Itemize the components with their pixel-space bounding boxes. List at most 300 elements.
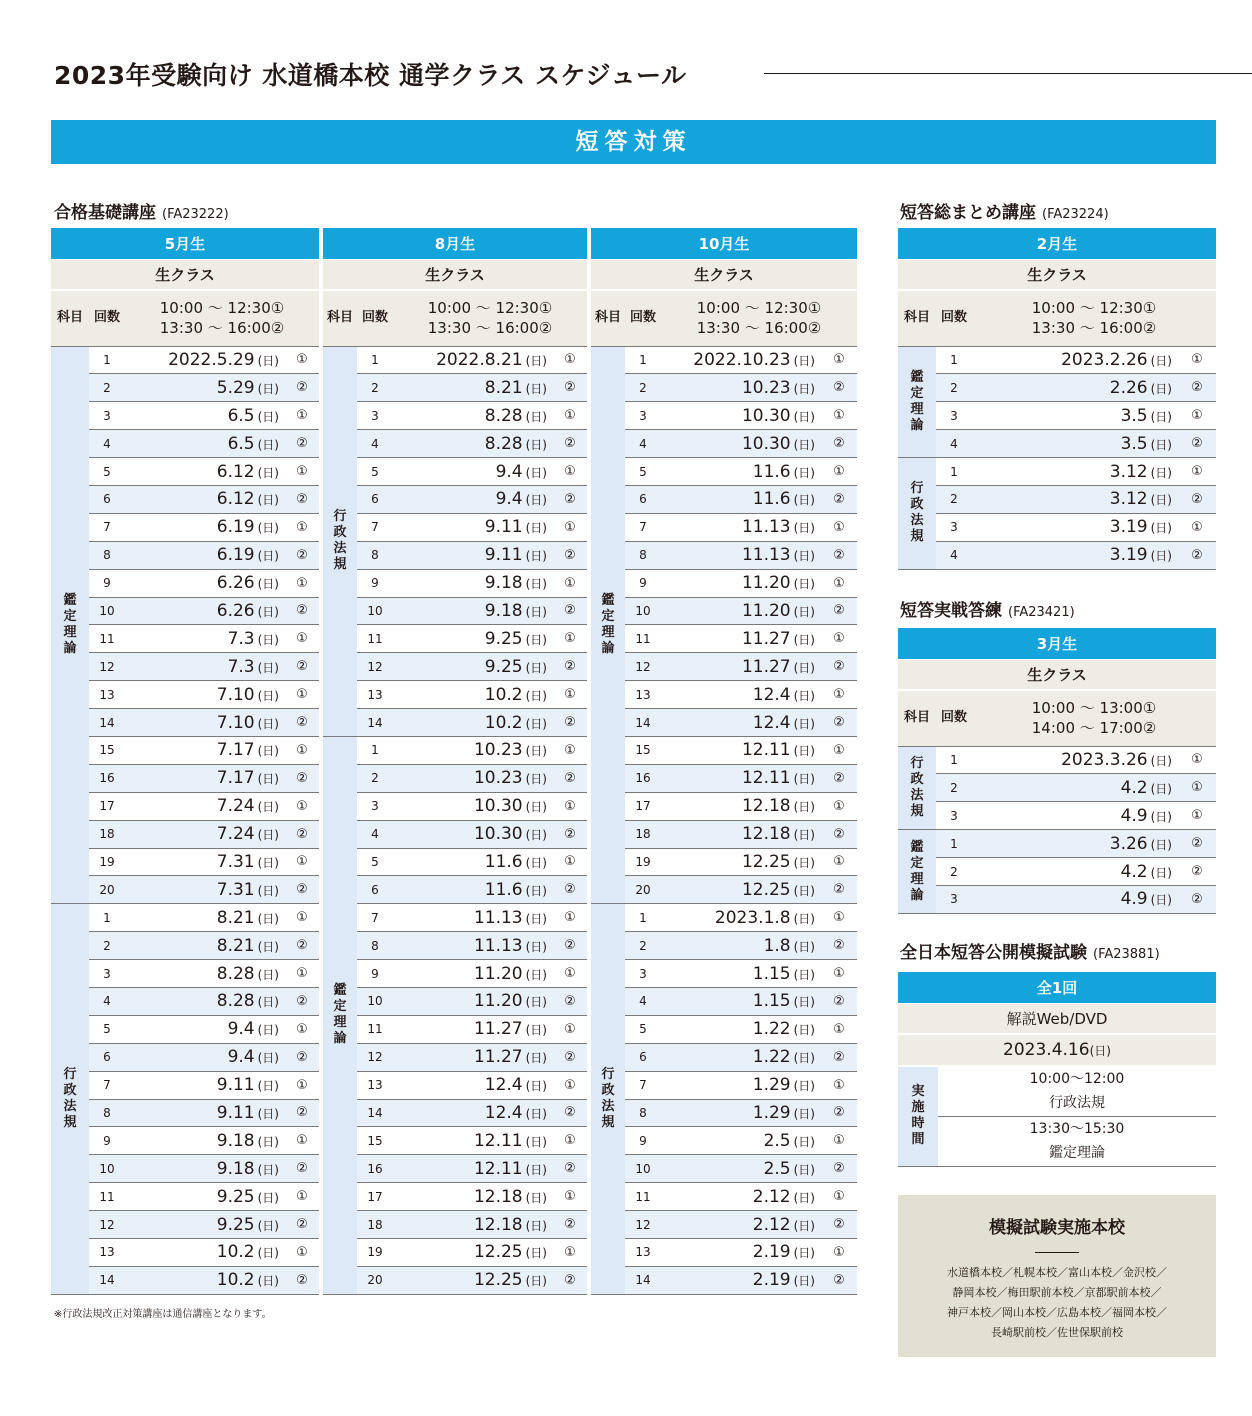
session-number: 1 — [936, 346, 972, 374]
time-slot-mark: ① — [285, 569, 319, 597]
table-row — [898, 802, 1216, 830]
time-slot-mark: ① — [553, 346, 587, 374]
session-number: 13 — [89, 681, 125, 709]
month-header: 2月生 — [898, 228, 1216, 259]
subject-header: 科目 — [898, 290, 936, 346]
time-slot-mark: ① — [821, 904, 857, 932]
time-slot-mark: ① — [285, 402, 319, 430]
time-slot-mark: ② — [553, 932, 587, 960]
session-number: 10 — [625, 597, 661, 625]
session-number: 2 — [89, 932, 125, 960]
time-slot-mark: ② — [553, 1211, 587, 1239]
session-date: 10.2 (日) — [125, 1266, 285, 1294]
session-date: 8.21 (日) — [125, 904, 285, 932]
session-number: 18 — [625, 820, 661, 848]
session-date: 12.11 (日) — [661, 736, 821, 764]
session-number: 9 — [89, 569, 125, 597]
session-date: 11.27 (日) — [661, 625, 821, 653]
session-number: 18 — [89, 820, 125, 848]
session-date: 7.31 (日) — [125, 848, 285, 876]
session-date: 11.6 (日) — [393, 876, 553, 904]
session-number: 14 — [625, 1266, 661, 1294]
mock-exam-heading: 全日本短答公開模擬試験 (FA23881) — [900, 943, 1160, 963]
time-slot-mark: ① — [285, 960, 319, 988]
subject-cell: 鑑定理論 — [51, 346, 89, 904]
session-date: 9.11 (日) — [393, 541, 553, 569]
session-date: 11.20 (日) — [661, 597, 821, 625]
session-number: 8 — [89, 541, 125, 569]
session-date: 10.23 (日) — [661, 374, 821, 402]
time-slot-mark: ① — [285, 848, 319, 876]
time-slot-mark: ① — [821, 960, 857, 988]
time-slot-mark: ② — [553, 374, 587, 402]
table-row — [51, 374, 857, 402]
session-date: 6.19 (日) — [125, 513, 285, 541]
session-date: 1.22 (日) — [661, 1043, 821, 1071]
session-date: 1.29 (日) — [661, 1071, 821, 1099]
session-date: 10.30 (日) — [393, 820, 553, 848]
time-slot-mark: ② — [285, 485, 319, 513]
session-date: 7.3 (日) — [125, 625, 285, 653]
session-number: 4 — [936, 430, 972, 458]
session-number: 8 — [89, 1099, 125, 1127]
session-date: 2.26 (日) — [972, 374, 1178, 402]
session-number: 13 — [89, 1239, 125, 1267]
time-slot-mark: ② — [553, 430, 587, 458]
time-header: 10:00 ～ 12:30① 13:30 ～ 16:00② — [661, 290, 857, 346]
time-slot-mark: ① — [821, 681, 857, 709]
table-row — [51, 709, 857, 737]
table-row — [898, 858, 1216, 886]
session-number: 12 — [625, 1211, 661, 1239]
time-slot-mark: ① — [821, 402, 857, 430]
time-slot-mark: ② — [821, 820, 857, 848]
session-date: 12.25 (日) — [393, 1266, 553, 1294]
time-slot-mark: ② — [553, 820, 587, 848]
session-date: 12.25 (日) — [393, 1239, 553, 1267]
time-slot-mark: ② — [285, 597, 319, 625]
subject-cell: 鑑定理論 — [898, 830, 936, 914]
session-date: 1.22 (日) — [661, 1015, 821, 1043]
session-date: 11.20 (日) — [393, 987, 553, 1015]
table-row — [51, 932, 857, 960]
session-number: 20 — [625, 876, 661, 904]
table-row — [51, 625, 857, 653]
time-slot-mark: ① — [553, 904, 587, 932]
time-slot-mark: ② — [1178, 541, 1216, 569]
session-date: 12.25 (日) — [661, 848, 821, 876]
table-row — [898, 885, 1216, 913]
session-number: 4 — [936, 541, 972, 569]
session-date: 9.18 (日) — [125, 1155, 285, 1183]
time-slot-mark: ① — [553, 681, 587, 709]
time-slot-mark: ① — [821, 625, 857, 653]
session-number: 1 — [625, 346, 661, 374]
time-slot-mark: ② — [1178, 858, 1216, 886]
session-number: 7 — [357, 513, 393, 541]
session-number: 2 — [357, 374, 393, 402]
session-number: 10 — [89, 597, 125, 625]
time-slot-mark: ① — [285, 792, 319, 820]
table-row — [898, 458, 1216, 486]
time-slot-mark: ② — [285, 764, 319, 792]
time-slot-mark: ① — [553, 1071, 587, 1099]
table-row — [51, 597, 857, 625]
session-number: 2 — [936, 485, 972, 513]
session-number: 9 — [625, 569, 661, 597]
session-date: 7.17 (日) — [125, 736, 285, 764]
table-row — [898, 374, 1216, 402]
mock-date: 2023.4.16(日) — [898, 1034, 1216, 1066]
session-date: 9.25 (日) — [125, 1211, 285, 1239]
session-date: 2022.10.23 (日) — [661, 346, 821, 374]
mock-time-label: 実施時間 — [898, 1066, 938, 1166]
session-date: 12.11 (日) — [393, 1127, 553, 1155]
session-number: 1 — [357, 346, 393, 374]
time-slot-mark: ① — [285, 1239, 319, 1267]
session-number: 11 — [89, 1183, 125, 1211]
time-slot-mark: ② — [285, 987, 319, 1015]
session-date: 10.30 (日) — [661, 402, 821, 430]
session-number: 4 — [625, 430, 661, 458]
time-slot-mark: ① — [821, 1239, 857, 1267]
time-slot-mark: ② — [553, 764, 587, 792]
session-number: 3 — [357, 792, 393, 820]
session-number: 1 — [936, 458, 972, 486]
time-slot-mark: ② — [1178, 885, 1216, 913]
table-row — [51, 1099, 857, 1127]
time-slot-mark: ② — [821, 653, 857, 681]
basic-course-table — [51, 228, 857, 1295]
time-slot-mark: ② — [821, 541, 857, 569]
time-slot-mark: ② — [553, 541, 587, 569]
session-number: 6 — [357, 876, 393, 904]
session-number: 5 — [625, 1015, 661, 1043]
time-slot-mark: ② — [553, 1099, 587, 1127]
time-slot-mark: ① — [285, 681, 319, 709]
session-date: 6.12 (日) — [125, 458, 285, 486]
session-number: 3 — [625, 402, 661, 430]
session-number: 6 — [89, 485, 125, 513]
time-slot-mark: ① — [821, 736, 857, 764]
time-slot-mark: ① — [1178, 402, 1216, 430]
session-date: 5.29 (日) — [125, 374, 285, 402]
time-slot-mark: ① — [553, 1183, 587, 1211]
session-number: 2 — [936, 374, 972, 402]
table-row — [898, 746, 1216, 774]
session-number: 7 — [89, 513, 125, 541]
session-number: 19 — [625, 848, 661, 876]
time-slot-mark: ① — [553, 848, 587, 876]
session-date: 2022.5.29 (日) — [125, 346, 285, 374]
session-number: 13 — [357, 681, 393, 709]
time-slot-mark: ② — [285, 709, 319, 737]
session-date: 6.5 (日) — [125, 430, 285, 458]
table-row — [51, 346, 857, 374]
session-date: 7.3 (日) — [125, 653, 285, 681]
session-date: 6.19 (日) — [125, 541, 285, 569]
time-slot-mark: ② — [821, 1266, 857, 1294]
session-date: 2.12 (日) — [661, 1211, 821, 1239]
time-slot-mark: ① — [821, 346, 857, 374]
session-date: 12.25 (日) — [661, 876, 821, 904]
time-slot-mark: ② — [821, 1211, 857, 1239]
session-date: 3.19 (日) — [972, 541, 1178, 569]
time-slot-mark: ① — [821, 1127, 857, 1155]
time-slot-mark: ① — [553, 792, 587, 820]
table-row — [51, 485, 857, 513]
table-row — [51, 1211, 857, 1239]
session-date: 7.10 (日) — [125, 709, 285, 737]
time-slot-mark: ① — [821, 1015, 857, 1043]
session-date: 1.15 (日) — [661, 960, 821, 988]
time-slot-mark: ① — [821, 792, 857, 820]
session-number: 9 — [357, 960, 393, 988]
subject-cell: 行政法規 — [51, 904, 89, 1294]
venue-box — [898, 1195, 1216, 1357]
mock-commentary: 解説Web/DVD — [898, 1003, 1216, 1034]
session-number: 3 — [89, 402, 125, 430]
session-number: 11 — [625, 1183, 661, 1211]
session-date: 10.2 (日) — [393, 681, 553, 709]
time-slot-mark: ② — [1178, 830, 1216, 858]
session-date: 10.30 (日) — [393, 792, 553, 820]
time-slot-mark: ② — [1178, 374, 1216, 402]
class-type: 生クラス — [323, 259, 587, 290]
session-number: 15 — [357, 1127, 393, 1155]
count-header: 回数 — [936, 690, 972, 746]
session-number: 20 — [357, 1266, 393, 1294]
session-number: 4 — [357, 430, 393, 458]
subject-header: 科目 — [591, 290, 625, 346]
session-date: 10.2 (日) — [125, 1239, 285, 1267]
mock-slot-2: 13:30～15:30 鑑定理論 — [938, 1116, 1216, 1166]
session-date: 8.21 (日) — [393, 374, 553, 402]
time-header: 10:00 ～ 12:30① 13:30 ～ 16:00② — [393, 290, 587, 346]
count-header: 回数 — [89, 290, 125, 346]
venue-line: 水道橋本校／札幌本校／富山本校／金沢校／ — [947, 1266, 1167, 1279]
time-slot-mark: ② — [285, 430, 319, 458]
time-slot-mark: ① — [285, 458, 319, 486]
time-slot-mark: ② — [553, 653, 587, 681]
summary-course-table — [898, 228, 1216, 570]
session-number: 2 — [936, 858, 972, 886]
page-title: 2023年受験向け 水道橋本校 通学クラス スケジュール — [54, 61, 687, 90]
session-date: 3.26 (日) — [972, 830, 1178, 858]
class-type: 生クラス — [591, 259, 857, 290]
table-row — [51, 876, 857, 904]
time-slot-mark: ② — [821, 485, 857, 513]
session-number: 14 — [89, 1266, 125, 1294]
time-header: 10:00 ～ 12:30① 13:30 ～ 16:00② — [972, 290, 1216, 346]
time-slot-mark: ② — [821, 1099, 857, 1127]
session-number: 9 — [625, 1127, 661, 1155]
time-slot-mark: ① — [1178, 513, 1216, 541]
session-number: 1 — [357, 736, 393, 764]
table-row — [51, 960, 857, 988]
session-number: 16 — [89, 764, 125, 792]
session-date: 4.9 (日) — [972, 885, 1178, 913]
session-number: 3 — [936, 513, 972, 541]
subject-cell: 行政法規 — [898, 458, 936, 570]
session-number: 7 — [625, 513, 661, 541]
mock-count: 全1回 — [898, 972, 1216, 1003]
title-rule — [764, 73, 1252, 74]
table-row — [51, 1155, 857, 1183]
time-slot-mark: ① — [285, 1071, 319, 1099]
session-number: 1 — [89, 904, 125, 932]
session-number: 18 — [357, 1211, 393, 1239]
time-slot-mark: ① — [285, 513, 319, 541]
session-number: 19 — [89, 848, 125, 876]
time-slot-mark: ② — [821, 1043, 857, 1071]
session-number: 15 — [625, 736, 661, 764]
session-date: 3.19 (日) — [972, 513, 1178, 541]
time-slot-mark: ① — [553, 736, 587, 764]
session-date: 2022.8.21 (日) — [393, 346, 553, 374]
session-date: 9.11 (日) — [125, 1099, 285, 1127]
session-date: 12.18 (日) — [661, 792, 821, 820]
session-date: 2.5 (日) — [661, 1155, 821, 1183]
session-number: 19 — [357, 1239, 393, 1267]
session-date: 12.4 (日) — [661, 681, 821, 709]
session-date: 9.18 (日) — [393, 597, 553, 625]
time-slot-mark: ② — [821, 932, 857, 960]
session-number: 4 — [625, 987, 661, 1015]
month-header: 5月生 — [51, 228, 319, 259]
session-number: 5 — [625, 458, 661, 486]
time-slot-mark: ② — [285, 820, 319, 848]
table-row — [51, 1015, 857, 1043]
subject-cell: 鑑定理論 — [898, 346, 936, 458]
time-slot-mark: ② — [821, 876, 857, 904]
time-slot-mark: ② — [1178, 485, 1216, 513]
footnote: ※行政法規改正対策講座は通信講座となります。 — [54, 1309, 272, 1320]
session-date: 1.29 (日) — [661, 1099, 821, 1127]
count-header: 回数 — [357, 290, 393, 346]
table-row — [51, 402, 857, 430]
session-number: 6 — [625, 1043, 661, 1071]
time-slot-mark: ① — [285, 736, 319, 764]
time-slot-mark: ① — [285, 1183, 319, 1211]
session-date: 8.21 (日) — [125, 932, 285, 960]
session-date: 2023.2.26 (日) — [972, 346, 1178, 374]
session-date: 9.4 (日) — [393, 485, 553, 513]
table-row — [898, 485, 1216, 513]
session-number: 8 — [357, 932, 393, 960]
basic-course-heading: 合格基礎講座 (FA23222) — [54, 203, 229, 223]
time-slot-mark: ② — [285, 1211, 319, 1239]
session-number: 13 — [625, 1239, 661, 1267]
session-number: 3 — [936, 402, 972, 430]
table-row — [51, 1043, 857, 1071]
session-number: 3 — [357, 402, 393, 430]
session-number: 1 — [89, 346, 125, 374]
class-type: 生クラス — [898, 259, 1216, 290]
session-date: 4.9 (日) — [972, 802, 1178, 830]
table-row — [51, 1266, 857, 1294]
table-row — [51, 820, 857, 848]
session-date: 4.2 (日) — [972, 774, 1178, 802]
time-slot-mark: ① — [553, 625, 587, 653]
session-date: 9.4 (日) — [125, 1015, 285, 1043]
session-number: 4 — [89, 430, 125, 458]
session-number: 10 — [625, 1155, 661, 1183]
venue-title: 模擬試験実施本校 — [989, 1218, 1125, 1238]
session-date: 11.6 (日) — [393, 848, 553, 876]
table-row — [51, 430, 857, 458]
session-date: 4.2 (日) — [972, 858, 1178, 886]
section-banner: 短答対策 — [51, 120, 1216, 164]
session-date: 12.11 (日) — [661, 764, 821, 792]
mock-exam-table — [898, 972, 1216, 1167]
venue-line: 神戸本校／岡山本校／広島本校／福岡本校／ — [947, 1306, 1167, 1319]
session-number: 10 — [357, 597, 393, 625]
time-slot-mark: ② — [553, 597, 587, 625]
subject-header: 科目 — [898, 690, 936, 746]
session-date: 9.11 (日) — [125, 1071, 285, 1099]
subject-cell: 行政法規 — [323, 346, 357, 736]
session-date: 9.18 (日) — [393, 569, 553, 597]
table-row — [51, 792, 857, 820]
session-date: 8.28 (日) — [125, 987, 285, 1015]
time-slot-mark: ② — [821, 709, 857, 737]
session-number: 2 — [357, 764, 393, 792]
session-number: 8 — [625, 541, 661, 569]
practice-course-heading: 短答実戦答練 (FA23421) — [900, 601, 1075, 621]
session-date: 7.17 (日) — [125, 764, 285, 792]
session-number: 2 — [625, 932, 661, 960]
session-date: 12.18 (日) — [393, 1211, 553, 1239]
time-slot-mark: ② — [285, 1043, 319, 1071]
time-slot-mark: ① — [553, 1015, 587, 1043]
month-header: 8月生 — [323, 228, 587, 259]
session-number: 10 — [89, 1155, 125, 1183]
table-row — [51, 653, 857, 681]
session-date: 12.4 (日) — [393, 1099, 553, 1127]
table-row — [898, 774, 1216, 802]
count-header: 回数 — [936, 290, 972, 346]
table-row — [51, 513, 857, 541]
session-date: 10.2 (日) — [393, 709, 553, 737]
table-row — [51, 458, 857, 486]
table-row — [51, 904, 857, 932]
time-slot-mark: ② — [553, 709, 587, 737]
session-number: 8 — [625, 1099, 661, 1127]
session-date: 6.5 (日) — [125, 402, 285, 430]
time-slot-mark: ① — [553, 402, 587, 430]
time-slot-mark: ② — [821, 374, 857, 402]
time-slot-mark: ② — [285, 1099, 319, 1127]
session-date: 11.27 (日) — [393, 1015, 553, 1043]
session-number: 11 — [625, 625, 661, 653]
table-row — [51, 736, 857, 764]
time-slot-mark: ② — [553, 485, 587, 513]
session-number: 3 — [89, 960, 125, 988]
subject-cell: 行政法規 — [898, 746, 936, 830]
session-number: 14 — [357, 709, 393, 737]
session-number: 6 — [357, 485, 393, 513]
session-date: 1.15 (日) — [661, 987, 821, 1015]
session-number: 7 — [625, 1071, 661, 1099]
time-slot-mark: ② — [285, 374, 319, 402]
time-slot-mark: ① — [821, 1071, 857, 1099]
time-slot-mark: ② — [285, 653, 319, 681]
practice-course-table — [898, 628, 1216, 914]
time-slot-mark: ① — [285, 625, 319, 653]
session-number: 6 — [89, 1043, 125, 1071]
time-slot-mark: ① — [821, 569, 857, 597]
